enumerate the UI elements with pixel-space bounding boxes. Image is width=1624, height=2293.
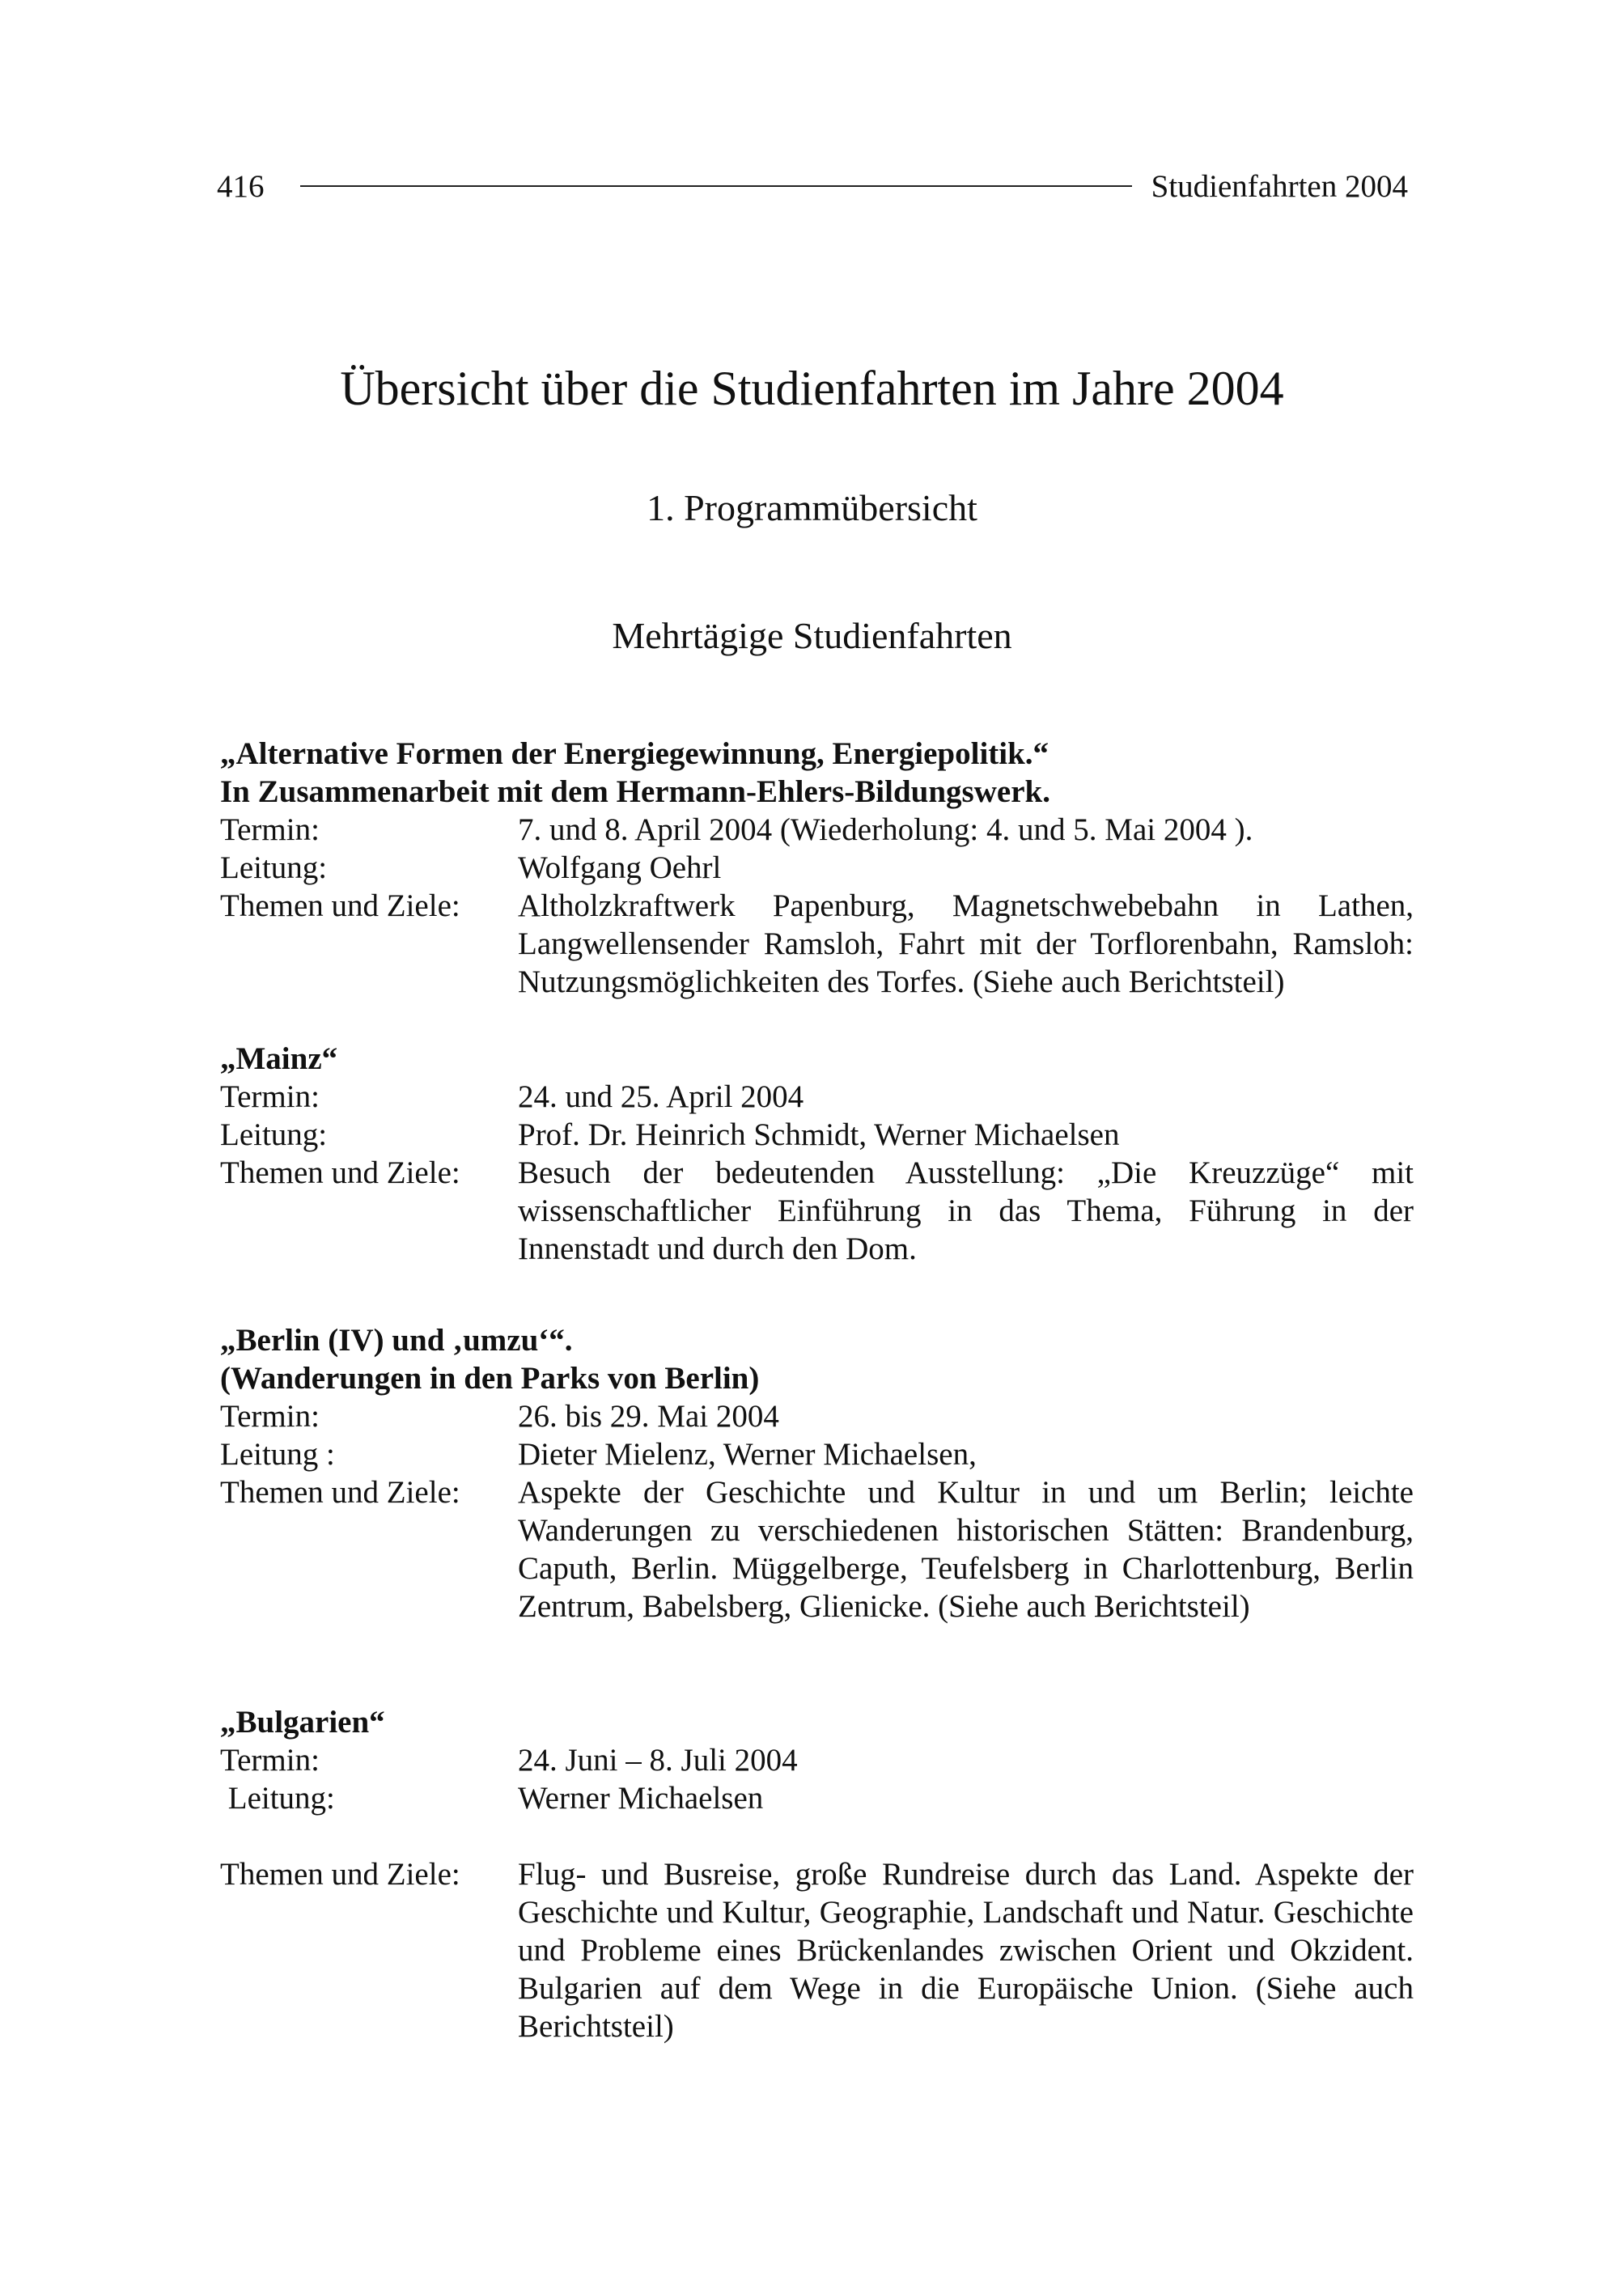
trip-subheading: (Wanderungen in den Parks von Berlin)	[220, 1361, 760, 1396]
termin-row	[220, 811, 1414, 849]
trip-heading: „Berlin (IV) und ‚umzu‘“.	[220, 1323, 573, 1358]
themen-row	[220, 1855, 1414, 2045]
themen-value: Besuch der bedeutenden Ausstellung: „Die Kreuzzüge“ mit wissenschaftlicher Einführung in das Thema, Führung in der Innenstadt und durch den Dom.	[518, 1155, 1414, 1266]
subsection-title: Mehrtägige Studienfahrten	[612, 615, 1012, 656]
running-title: Studienfahrten 2004	[1151, 168, 1408, 204]
header-rule	[300, 185, 1132, 187]
themen-row	[220, 1154, 1414, 1268]
leitung-label: Leitung :	[220, 1437, 335, 1472]
termin-value: 7. und 8. April 2004 (Wiederholung: 4. und 5. Mai 2004 ).	[518, 812, 1253, 847]
leitung-value: Prof. Dr. Heinrich Schmidt, Werner Michaelsen	[518, 1117, 1120, 1152]
trip-entry-berlin	[220, 1321, 1414, 1625]
trip-heading: „Bulgarien“	[220, 1705, 385, 1740]
themen-label: Themen und Ziele:	[220, 1475, 460, 1510]
trip-entry-bulgaria	[220, 1703, 1414, 2045]
leitung-label: Leitung:	[220, 1117, 328, 1152]
termin-label: Termin:	[220, 812, 320, 847]
trip-entry-energy	[220, 735, 1414, 1001]
leitung-value: Dieter Mielenz, Werner Michaelsen,	[518, 1437, 977, 1472]
termin-label: Termin:	[220, 1743, 320, 1778]
section-title: 1. Programmübersicht	[647, 487, 977, 528]
leitung-label: Leitung:	[220, 850, 328, 885]
page-number: 416	[217, 168, 265, 204]
leitung-row	[220, 1779, 1414, 1817]
termin-row	[220, 1397, 1414, 1435]
termin-value: 24. und 25. April 2004	[518, 1079, 804, 1114]
leitung-value: Werner Michaelsen	[518, 1781, 764, 1816]
themen-label: Themen und Ziele:	[220, 1155, 460, 1190]
themen-row	[220, 1473, 1414, 1625]
termin-value: 24. Juni – 8. Juli 2004	[518, 1743, 798, 1778]
leitung-row	[220, 849, 1414, 887]
trip-subheading: In Zusammenarbeit mit dem Hermann-Ehlers-Bildungswerk.	[220, 774, 1050, 809]
trip-heading: „Mainz“	[220, 1041, 338, 1076]
termin-label: Termin:	[220, 1399, 320, 1434]
termin-row	[220, 1741, 1414, 1779]
themen-value: Aspekte der Geschichte und Kultur in und um Berlin; leichte Wanderungen zu verschiedenen historischen Stätten: Brandenburg, Caputh, Berlin. Müggelberge, Teufelsberg in Charlottenburg, Berlin Zentrum, Babelsberg, Glienicke. (Siehe auch Berichtsteil)	[518, 1475, 1414, 1624]
trip-entry-mainz	[220, 1040, 1414, 1268]
trip-heading: „Alternative Formen der Energiegewinnung, Energiepolitik.“	[220, 736, 1049, 771]
termin-value: 26. bis 29. Mai 2004	[518, 1399, 779, 1434]
running-header	[217, 162, 1408, 210]
leitung-value: Wolfgang Oehrl	[518, 850, 722, 885]
leitung-row	[220, 1116, 1414, 1154]
themen-value: Flug- und Busreise, große Rundreise durch das Land. Aspekte der Geschichte und Kultur, Geographie, Landschaft und Natur. Geschichte und Probleme eines Brückenlandes zwischen Orient und Okzident. Bulgarien auf dem Wege in die Europäische Union. (Siehe auch Berichtsteil)	[518, 1857, 1414, 2044]
themen-value: Altholzkraftwerk Papenburg, Magnetschwebebahn in Lathen, Langwellensender Ramsloh, Fahrt mit der Torflorenbahn, Ramsloh: Nutzungsmöglichkeiten des Torfes. (Siehe auch Berichtsteil)	[518, 888, 1414, 999]
leitung-label: Leitung:	[220, 1781, 335, 1816]
termin-row	[220, 1078, 1414, 1116]
themen-label: Themen und Ziele:	[220, 1857, 460, 1892]
leitung-row	[220, 1435, 1414, 1473]
termin-label: Termin:	[220, 1079, 320, 1114]
themen-label: Themen und Ziele:	[220, 888, 460, 923]
themen-row	[220, 887, 1414, 1001]
page-title: Übersicht über die Studienfahrten im Jahre 2004	[340, 362, 1284, 415]
